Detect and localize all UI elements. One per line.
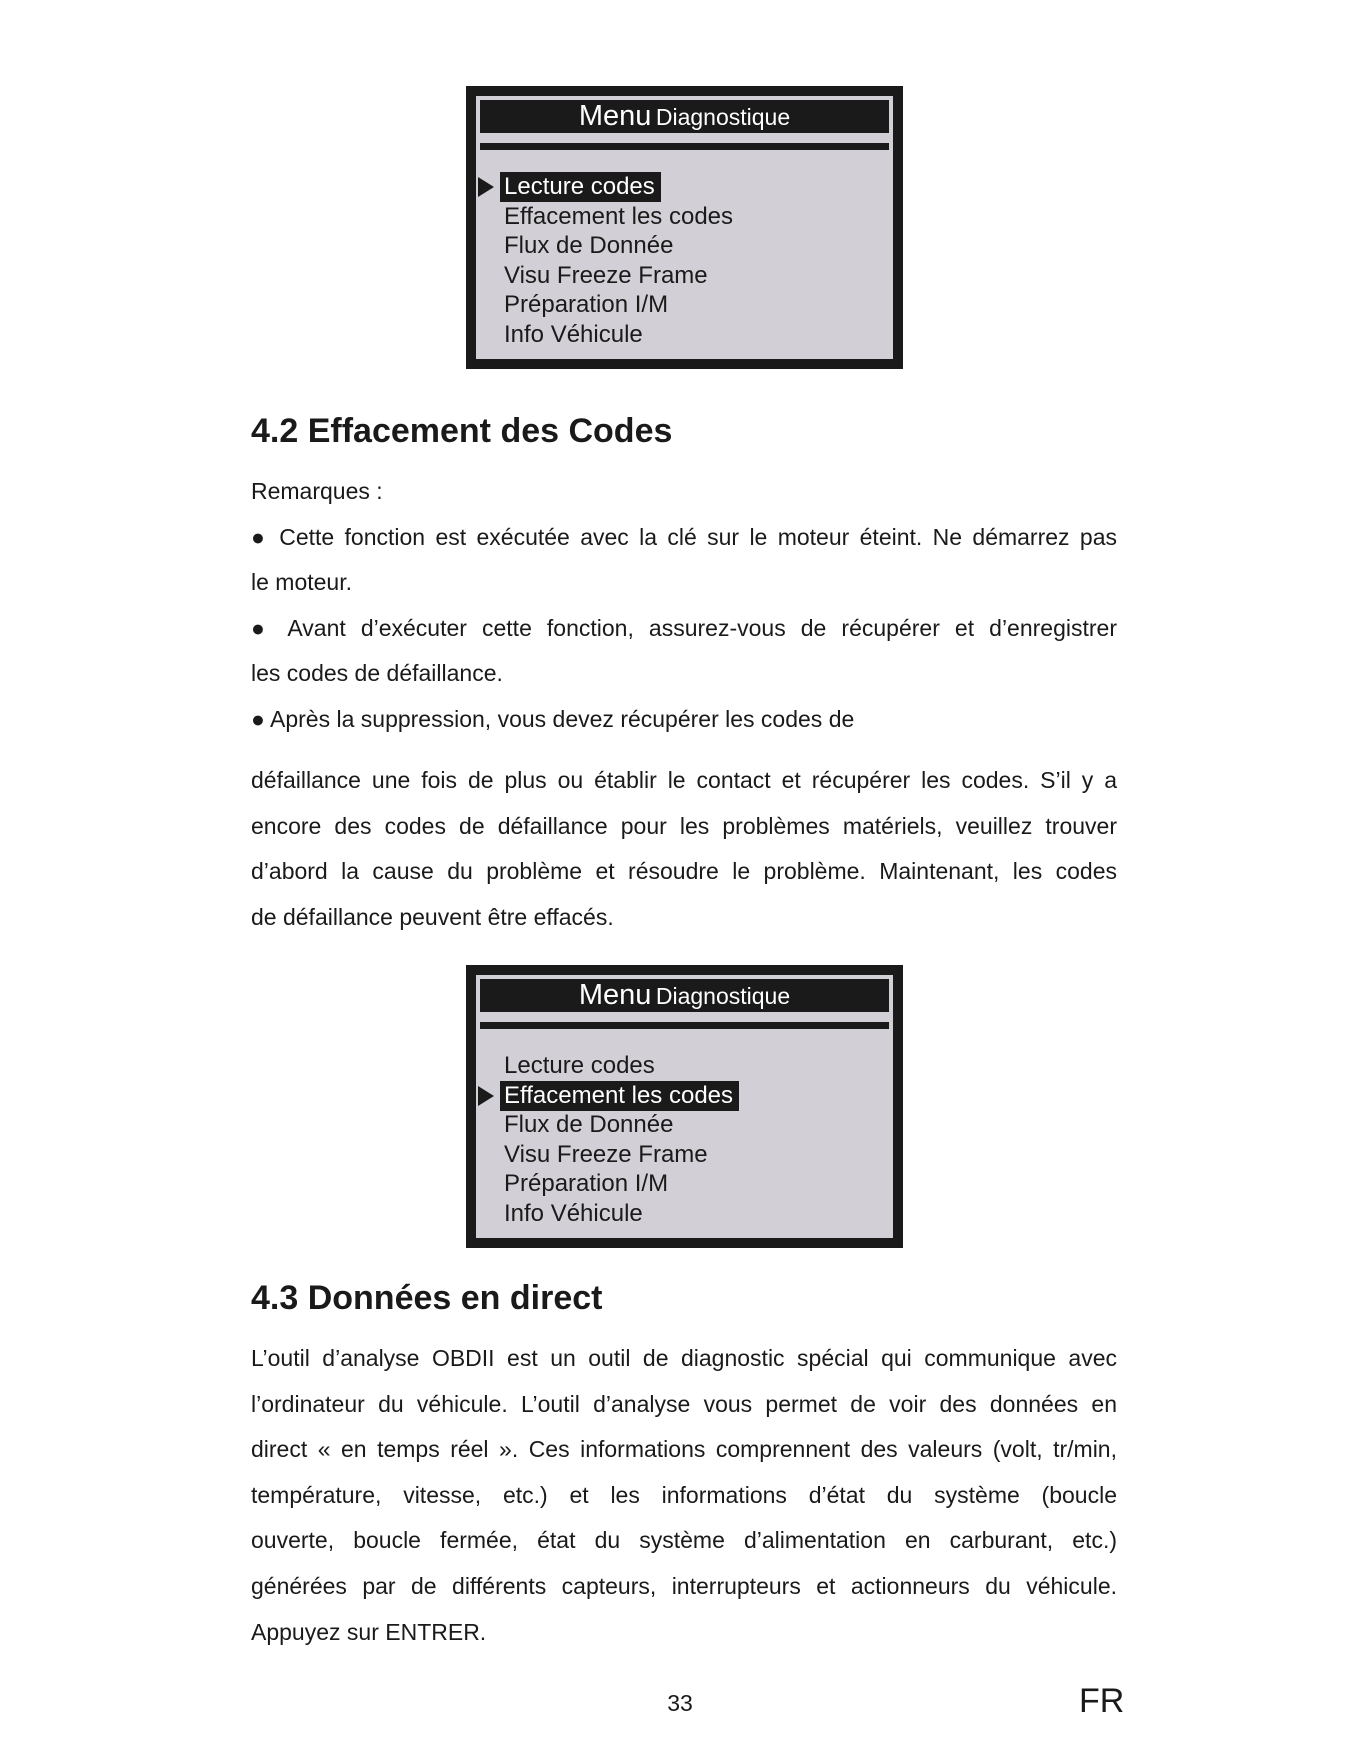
text-line: de défaillance peuvent être effacés. (251, 903, 614, 930)
section-heading-4-2: 4.2 Effacement des Codes (251, 412, 673, 450)
screen-title-bar (480, 979, 889, 1012)
menu-item-label: Visu Freeze Frame (504, 1140, 708, 1168)
menu-item-label: Flux de Donnée (504, 1111, 674, 1138)
screen-title-main: Menu (578, 979, 652, 1011)
text-line: Appuyez sur ENTRER. (251, 1618, 487, 1645)
menu-item-info-vehicule[interactable] (476, 1199, 893, 1229)
diagnostic-menu-list (476, 172, 893, 349)
screen-title-sub: Diagnostique (655, 104, 791, 130)
menu-item-label: Visu Freeze Frame (504, 261, 708, 289)
menu-item-flux-donnee[interactable] (476, 231, 893, 261)
screen-display (476, 975, 893, 1238)
screen-divider (480, 143, 889, 150)
text-line: ouverte, boucle fermée, état du système d’alimentation en carburant, etc.) (251, 1527, 1117, 1554)
diagnostic-menu-screen-1 (466, 86, 903, 369)
text-line: L’outil d’analyse OBDII est un outil de diagnostic spécial qui communique avec (251, 1345, 1117, 1371)
text-line: encore des codes de défaillance pour les problèmes matériels, veuillez trouver (251, 812, 1117, 839)
screen-title-main: Menu (578, 100, 652, 132)
screen-title-bar (480, 100, 889, 133)
text-line: le moteur. (251, 569, 352, 596)
text-line: les codes de défaillance. (251, 660, 503, 687)
screen-display (476, 96, 893, 359)
menu-item-preparation-im[interactable] (476, 1169, 893, 1199)
menu-item-preparation-im[interactable] (476, 290, 893, 320)
text-line: Remarques : (251, 478, 383, 504)
menu-item-freeze-frame[interactable] (476, 1140, 893, 1170)
menu-item-label: Effacement les codes (500, 1081, 739, 1111)
menu-item-label: Effacement les codes (504, 202, 734, 230)
text-line: ● Cette fonction est exécutée avec la clé sur le moteur éteint. Ne démarrez pas (251, 523, 1117, 550)
text-line: défaillance une fois de plus ou établir le contact et récupérer les codes. S’il y a (251, 767, 1117, 793)
menu-item-label: Lecture codes (504, 1052, 655, 1079)
menu-item-effacement-codes[interactable] (476, 1081, 893, 1111)
menu-item-effacement-codes[interactable] (476, 202, 893, 232)
screen-title-sub: Diagnostique (655, 983, 791, 1009)
text-line: l’ordinateur du véhicule. L’outil d’analyse vous permet de voir des données en (251, 1390, 1117, 1417)
section-4-2-paragraph (251, 758, 1117, 940)
menu-item-label: Info Véhicule (504, 1199, 643, 1227)
selection-arrow-icon (478, 177, 494, 197)
language-label: FR (1079, 1682, 1125, 1720)
menu-item-label: Lecture codes (500, 172, 661, 202)
text-line: ● Après la suppression, vous devez récupérer les codes de (251, 705, 855, 732)
menu-item-lecture-codes[interactable] (476, 172, 893, 202)
menu-item-freeze-frame[interactable] (476, 261, 893, 291)
selection-arrow-icon (478, 1086, 494, 1106)
section-4-2-notes (251, 469, 1117, 743)
screen-divider (480, 1022, 889, 1029)
section-heading-4-3: 4.3 Données en direct (251, 1279, 603, 1317)
menu-item-label: Flux de Donnée (504, 232, 674, 259)
diagnostic-menu-screen-2 (466, 965, 903, 1248)
menu-item-label: Préparation I/M (504, 291, 669, 318)
menu-item-flux-donnee[interactable] (476, 1110, 893, 1140)
menu-item-label: Info Véhicule (504, 320, 643, 348)
text-line: direct « en temps réel ». Ces informations comprennent des valeurs (volt, tr/min, (251, 1436, 1117, 1463)
page-number: 33 (667, 1690, 693, 1716)
text-line: ● Avant d’exécuter cette fonction, assurez-vous de récupérer et d’enregistrer (251, 614, 1117, 641)
section-4-3-paragraph (251, 1336, 1117, 1655)
text-line: d’abord la cause du problème et résoudre le problème. Maintenant, les codes (251, 858, 1117, 885)
text-line: générées par de différents capteurs, interrupteurs et actionneurs du véhicule. (251, 1572, 1117, 1599)
menu-item-label: Préparation I/M (504, 1170, 669, 1197)
diagnostic-menu-list (476, 1051, 893, 1228)
menu-item-info-vehicule[interactable] (476, 320, 893, 350)
menu-item-lecture-codes[interactable] (476, 1051, 893, 1081)
text-line: température, vitesse, etc.) et les informations d’état du système (boucle (251, 1481, 1117, 1508)
